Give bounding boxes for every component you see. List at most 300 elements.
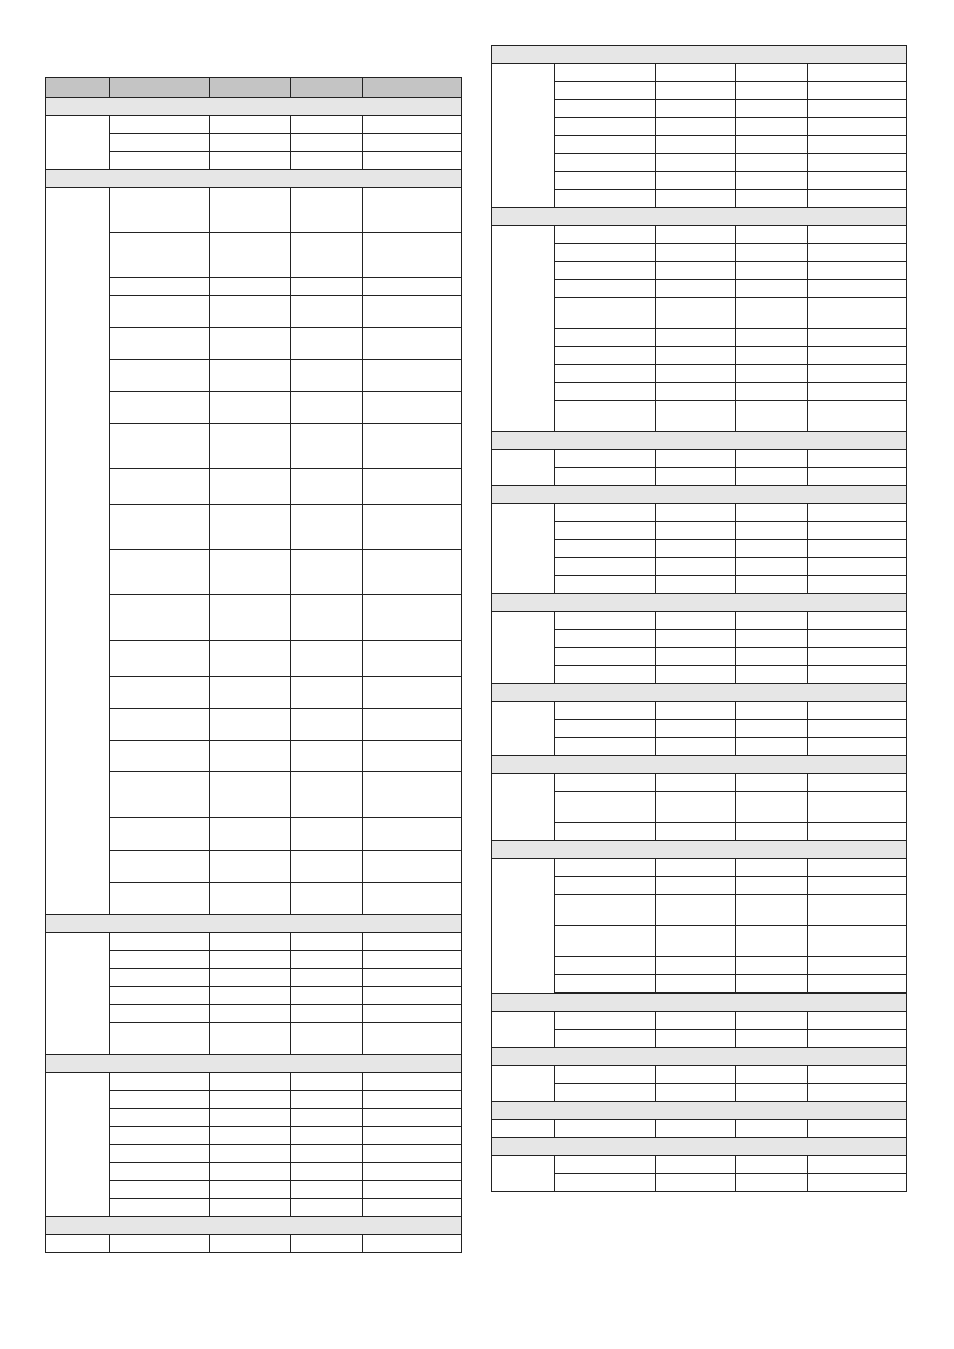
table-cell [110,188,210,233]
table-cell [291,188,363,233]
table-cell [555,365,656,383]
right-table [491,45,907,1192]
table-cell [555,738,656,756]
table-cell [210,1163,291,1181]
table-cell [363,1073,462,1091]
table-row [492,630,907,648]
table-cell [736,1084,808,1102]
table-cell [363,709,462,741]
table-cell [110,969,210,987]
table-cell [656,244,736,262]
table-cell [363,818,462,851]
table-cell [736,154,808,172]
table-cell [555,648,656,666]
table-cell [210,677,291,709]
table-cell [363,851,462,883]
table-cell [291,677,363,709]
table-cell [736,468,808,486]
table-cell [808,1156,907,1174]
table-cell [808,450,907,468]
table-cell [808,244,907,262]
table-cell [555,630,656,648]
table-row [492,720,907,738]
table-cell [736,1156,808,1174]
group-label-cell [46,188,110,915]
table-cell [363,152,462,170]
table-cell [110,933,210,951]
table-row [492,118,907,136]
table-cell [656,383,736,401]
table-cell [291,360,363,392]
table-cell [656,298,736,329]
table-cell [808,1066,907,1084]
table-cell [210,969,291,987]
group-label-cell [492,859,555,994]
table-cell [656,365,736,383]
section-title [46,915,462,933]
group-label-cell [492,1156,555,1192]
table-row [492,100,907,118]
table-cell [555,136,656,154]
table-row [492,648,907,666]
section-title [492,1138,907,1156]
table-cell [808,926,907,957]
table-cell [555,1084,656,1102]
table-cell [555,702,656,720]
table-cell [555,895,656,926]
table-cell [363,677,462,709]
table-cell [363,392,462,424]
table-cell [656,895,736,926]
table-cell [656,558,736,576]
table-row [46,1235,462,1253]
table-cell [656,1012,736,1030]
table-cell [555,975,656,993]
table-cell [808,1174,907,1192]
table-cell [110,1109,210,1127]
table-cell [808,504,907,522]
table-cell [736,383,808,401]
table-cell [808,1120,907,1138]
table-cell [808,792,907,823]
table-cell [291,1181,363,1199]
table-row [492,190,907,208]
table-cell [736,957,808,975]
table-cell [555,298,656,329]
table-cell [656,82,736,100]
table-cell [210,424,291,469]
group-label-cell [492,774,555,841]
table-cell [363,550,462,595]
table-row [492,792,907,823]
table-row [492,576,907,594]
table-cell [363,772,462,818]
table-cell [736,630,808,648]
table-cell [110,1091,210,1109]
table-cell [736,540,808,558]
table-cell [808,118,907,136]
left-table [45,77,462,1253]
table-cell [656,612,736,630]
table-cell [110,360,210,392]
section-title [492,208,907,226]
table-cell [291,641,363,677]
table-cell [110,116,210,134]
table-row [492,666,907,684]
group-label-cell [492,450,555,486]
table-row [492,1066,907,1084]
table-cell [736,558,808,576]
table-cell [210,1073,291,1091]
table-cell [210,505,291,550]
table-cell [736,347,808,365]
table-cell [110,1073,210,1091]
group-label-cell [492,612,555,684]
table-row [492,280,907,298]
table-cell [736,244,808,262]
table-cell [291,116,363,134]
table-cell [291,1127,363,1145]
table-cell [291,883,363,915]
table-cell [555,792,656,823]
table-cell [291,424,363,469]
table-cell [736,1174,808,1192]
table-cell [656,792,736,823]
table-cell [555,190,656,208]
table-cell [736,1120,808,1138]
table-cell [110,550,210,595]
table-cell [555,450,656,468]
table-cell [210,709,291,741]
table-cell [808,558,907,576]
table-cell [656,774,736,792]
group-label-cell [46,933,110,1055]
table-cell [363,1127,462,1145]
table-cell [363,1235,462,1253]
table-cell [808,522,907,540]
section-title [46,1055,462,1073]
table-cell [363,969,462,987]
table-cell [291,278,363,296]
table-cell [363,424,462,469]
table-cell [736,926,808,957]
table-row [46,1073,462,1091]
table-row [492,1120,907,1138]
table-cell [210,233,291,278]
table-cell [291,1163,363,1181]
table-row [46,933,462,951]
table-cell [656,154,736,172]
table-cell [736,136,808,154]
column-header [291,78,363,98]
section-header-row [492,994,907,1012]
table-cell [656,1156,736,1174]
table-cell [808,136,907,154]
table-cell [555,468,656,486]
table-cell [808,877,907,895]
table-cell [110,1127,210,1145]
table-cell [291,851,363,883]
table-cell [736,172,808,190]
table-cell [555,823,656,841]
table-cell [110,851,210,883]
table-cell [656,975,736,993]
table-cell [736,329,808,347]
table-cell [291,1073,363,1091]
table-cell [363,278,462,296]
table-row [492,383,907,401]
table-cell [555,64,656,82]
table-cell [110,152,210,170]
table-cell [291,392,363,424]
table-cell [291,987,363,1005]
table-cell [736,1012,808,1030]
table-cell [656,1066,736,1084]
table-cell [210,1181,291,1199]
table-cell [808,823,907,841]
table-cell [808,468,907,486]
table-cell [555,329,656,347]
section-title [492,432,907,450]
table-cell [110,709,210,741]
table-row [492,298,907,329]
table-cell [808,774,907,792]
table-cell [555,1174,656,1192]
table-row [492,136,907,154]
table-cell [210,772,291,818]
section-header-row [492,756,907,774]
table-cell [808,702,907,720]
section-title [46,1217,462,1235]
table-cell [363,641,462,677]
table-cell [110,818,210,851]
table-cell [555,262,656,280]
table-cell [363,1005,462,1023]
table-cell [210,1127,291,1145]
table-cell [363,1109,462,1127]
table-cell [363,883,462,915]
table-cell [363,595,462,641]
table-row [492,329,907,347]
table-cell [291,1199,363,1217]
table-cell [808,648,907,666]
table-cell [555,100,656,118]
table-cell [291,550,363,595]
table-row [492,244,907,262]
table-cell [736,64,808,82]
table-cell [808,82,907,100]
table-cell [363,469,462,505]
table-cell [736,792,808,823]
table-row [492,226,907,244]
table-header-row [46,78,462,98]
table-cell [363,951,462,969]
table-cell [291,1005,363,1023]
table-cell [656,329,736,347]
table-cell [656,738,736,756]
table-cell [291,505,363,550]
group-label-cell [492,702,555,756]
table-cell [555,401,656,432]
table-cell [656,136,736,154]
section-header-row [46,170,462,188]
table-cell [110,1181,210,1199]
table-cell [210,550,291,595]
table-cell [656,1120,736,1138]
table-row [492,450,907,468]
table-cell [736,1030,808,1048]
section-title [46,98,462,116]
table-cell [555,720,656,738]
table-cell [736,823,808,841]
table-row [492,1174,907,1192]
table-cell [555,244,656,262]
table-row [492,522,907,540]
table-cell [363,1163,462,1181]
table-cell [110,392,210,424]
table-cell [291,296,363,328]
table-cell [736,100,808,118]
section-header-row [492,1138,907,1156]
table-cell [210,1109,291,1127]
section-title [492,756,907,774]
table-cell [736,895,808,926]
table-cell [291,951,363,969]
table-cell [210,328,291,360]
table-cell [808,383,907,401]
table-row [492,975,907,993]
section-title [492,594,907,612]
table-cell [555,82,656,100]
table-cell [736,226,808,244]
table-row [492,877,907,895]
section-header-row [492,46,907,64]
table-cell [363,233,462,278]
table-cell [808,1030,907,1048]
table-cell [656,347,736,365]
group-label-cell [492,226,555,432]
column-header [110,78,210,98]
table-cell [555,540,656,558]
table-cell [808,666,907,684]
table-cell [656,957,736,975]
column-header [46,78,110,98]
table-cell [808,975,907,993]
table-row [492,262,907,280]
table-cell [110,1235,210,1253]
table-cell [110,641,210,677]
table-cell [736,702,808,720]
table-cell [110,1005,210,1023]
table-cell [808,1084,907,1102]
group-label-cell [492,1120,555,1138]
table-row [492,859,907,877]
table-cell [656,666,736,684]
table-cell [808,738,907,756]
table-cell [656,630,736,648]
table-cell [656,468,736,486]
table-cell [110,772,210,818]
table-cell [808,172,907,190]
table-cell [555,154,656,172]
table-cell [736,504,808,522]
table-cell [555,877,656,895]
table-cell [808,190,907,208]
table-cell [363,1181,462,1199]
table-cell [736,738,808,756]
table-cell [363,188,462,233]
table-cell [291,1235,363,1253]
table-row [492,172,907,190]
table-cell [210,818,291,851]
table-cell [291,1109,363,1127]
table-cell [291,134,363,152]
table-cell [808,262,907,280]
table-cell [110,1023,210,1055]
table-cell [110,424,210,469]
table-row [492,895,907,926]
table-cell [808,365,907,383]
section-title [46,170,462,188]
table-cell [736,576,808,594]
section-title [492,1048,907,1066]
table-cell [363,134,462,152]
table-cell [110,278,210,296]
table-cell [291,1091,363,1109]
table-cell [210,1023,291,1055]
table-cell [110,595,210,641]
table-cell [555,859,656,877]
table-cell [110,233,210,278]
table-cell [736,975,808,993]
section-header-row [46,915,462,933]
table-cell [656,504,736,522]
table-cell [110,469,210,505]
table-cell [363,741,462,772]
table-cell [808,280,907,298]
table-cell [656,118,736,136]
table-cell [736,190,808,208]
group-label-cell [492,1012,555,1048]
table-cell [808,226,907,244]
table-cell [110,1199,210,1217]
table-row [492,347,907,365]
table-cell [808,329,907,347]
table-cell [363,1199,462,1217]
table-cell [291,741,363,772]
table-cell [363,1091,462,1109]
table-cell [555,383,656,401]
table-cell [210,1091,291,1109]
section-title [492,684,907,702]
table-cell [656,226,736,244]
table-cell [210,1235,291,1253]
section-title [492,994,907,1012]
table-cell [555,612,656,630]
table-row [492,82,907,100]
table-cell [736,450,808,468]
group-label-cell [46,1073,110,1217]
table-row [46,116,462,134]
table-cell [736,1066,808,1084]
table-cell [555,172,656,190]
section-title [492,486,907,504]
table-cell [210,296,291,328]
section-header-row [46,1217,462,1235]
table-cell [210,469,291,505]
table-cell [656,1084,736,1102]
table-cell [210,392,291,424]
